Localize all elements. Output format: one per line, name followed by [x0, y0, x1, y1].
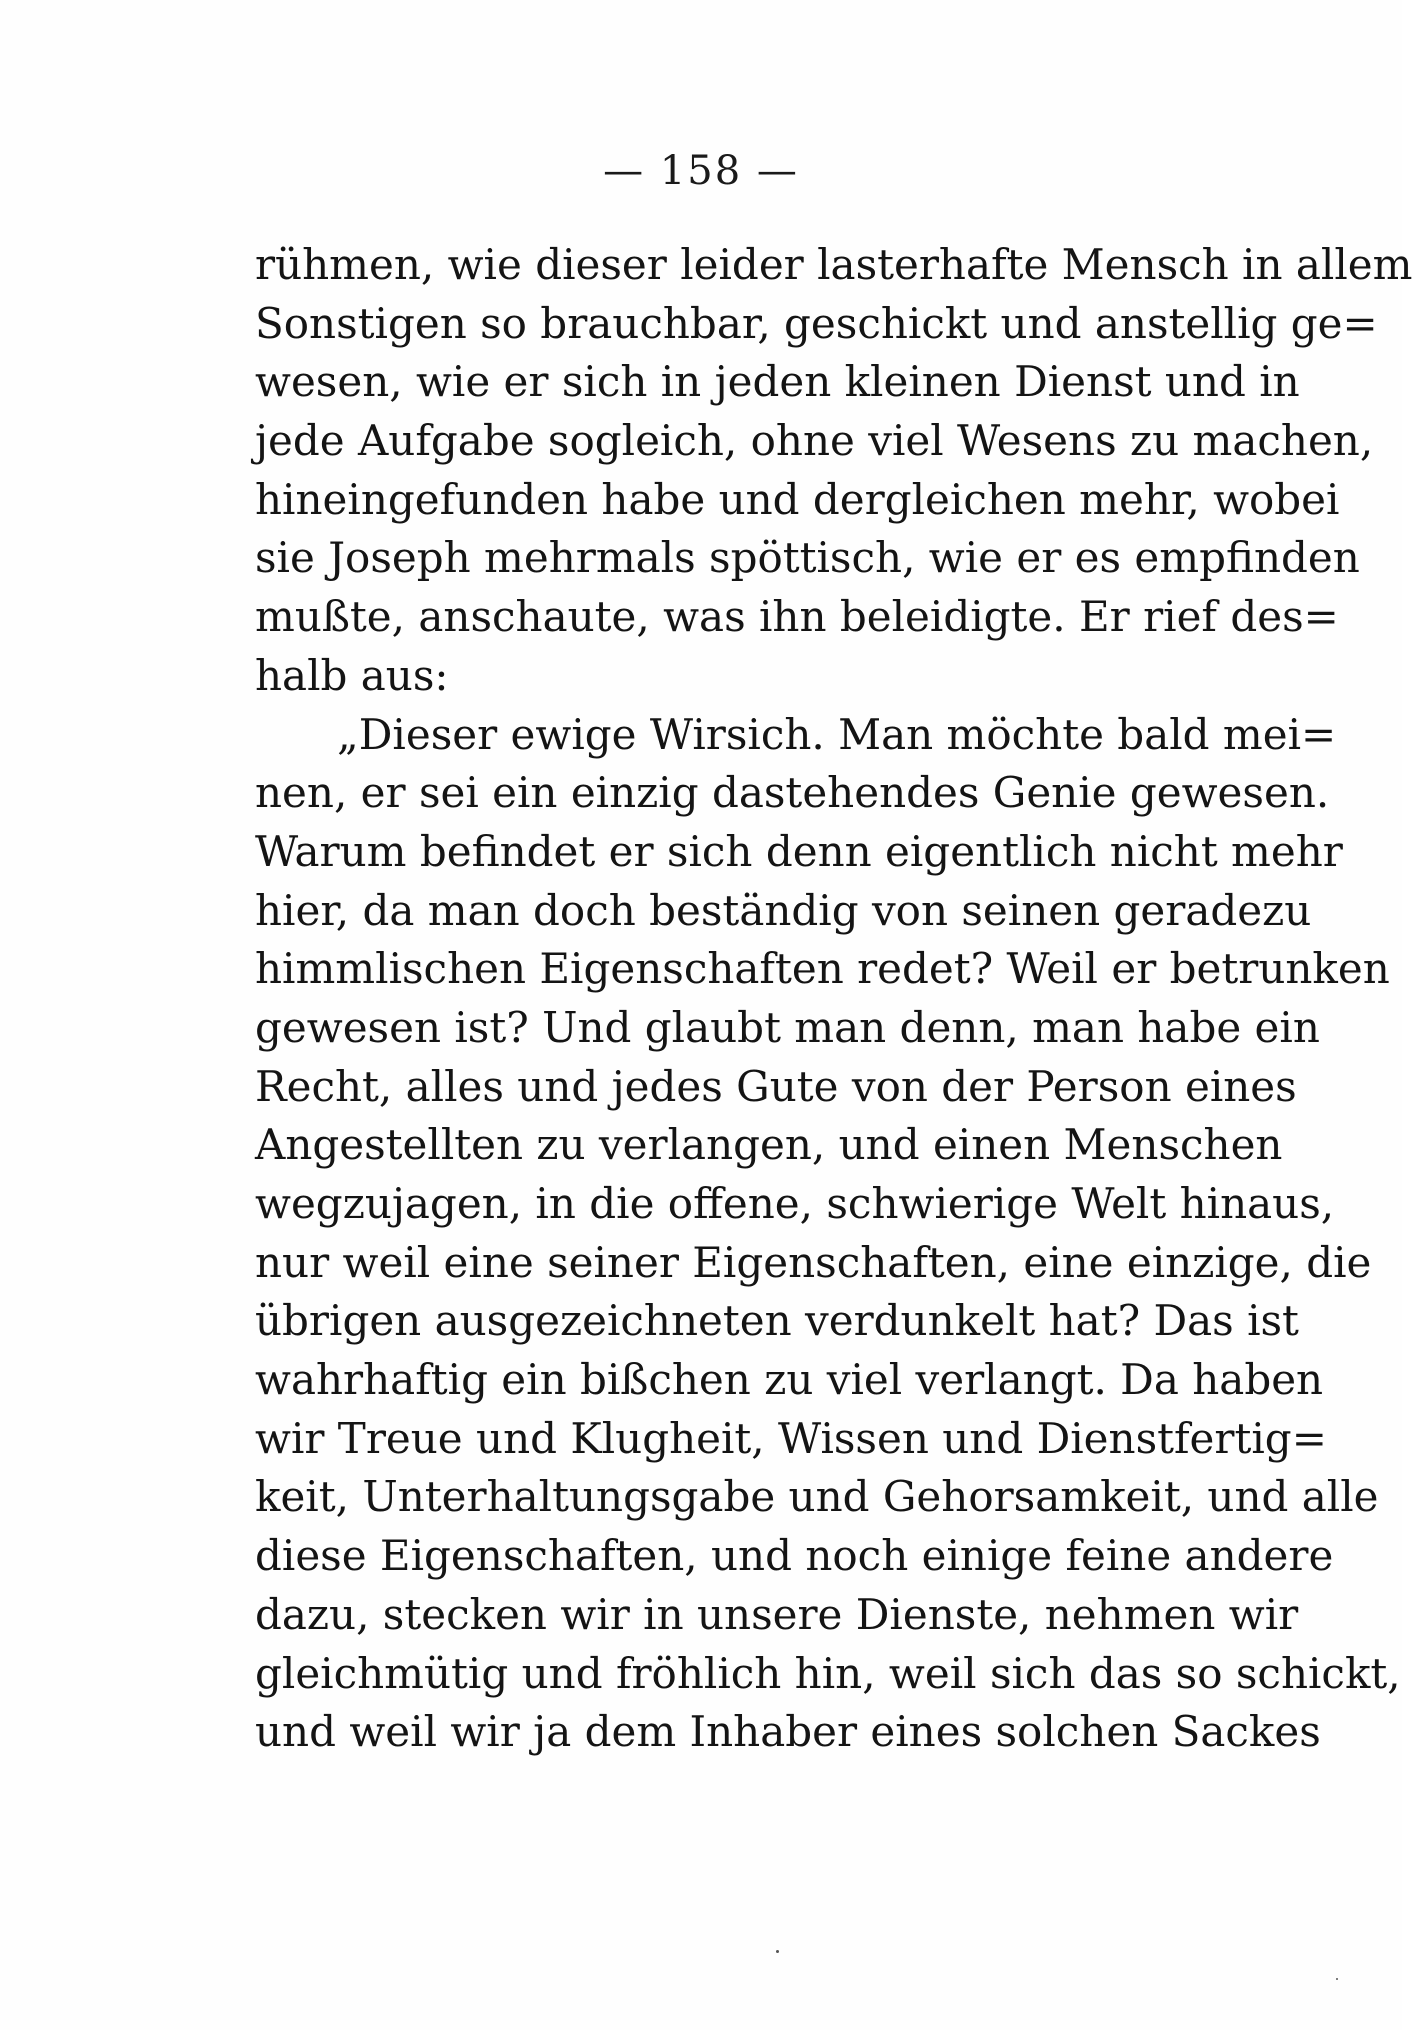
text-line: übrigen ausgezeichneten verdunkelt hat? Das ist [255, 1296, 1299, 1346]
text-line: nen, er sei ein einzig dastehendes Genie gewesen. [255, 768, 1330, 818]
page-number: — 158 — [603, 148, 799, 194]
text-line: himmlischen Eigenschaften redet? Weil er betrunken [255, 944, 1390, 994]
text-line: wir Treue und Klugheit, Wissen und Dienstfertig= [255, 1413, 1327, 1463]
text-line: nur weil eine seiner Eigenschaften, eine einzige, die [255, 1237, 1372, 1287]
text-line: Warum befindet er sich denn eigentlich nicht mehr [255, 826, 1343, 876]
text-line: keit, Unterhaltungsgabe und Gehorsamkeit, und alle [255, 1472, 1379, 1522]
text-line: wegzujagen, in die offene, schwierige Welt hinaus, [255, 1179, 1335, 1228]
text-line: sie Joseph mehrmals spöttisch, wie er es empfinden [255, 533, 1360, 583]
text-line: Sonstigen so brauchbar, geschickt und anstellig ge= [255, 298, 1378, 348]
text-line: dazu, stecken wir in unsere Dienste, nehmen wir [255, 1589, 1299, 1639]
text-line: Recht, alles und jedes Gute von der Person eines [255, 1061, 1297, 1111]
text-line: rühmen, wie dieser leider lasterhafte Mensch in allem [255, 240, 1412, 289]
paragraph-first-line: „Dieser ewige Wirsich. Man möchte bald mei= [337, 709, 1337, 759]
body-text [255, 236, 1412, 1762]
text-line: wesen, wie er sich in jeden kleinen Dienst und in [255, 357, 1300, 407]
text-line: Angestellten zu verlangen, und einen Menschen [255, 1120, 1283, 1170]
text-line: mußte, anschaute, was ihn beleidigte. Er rief des= [255, 592, 1339, 642]
text-line: gewesen ist? Und glaubt man denn, man habe ein [255, 1002, 1320, 1052]
text-line: halb aus: [255, 650, 449, 700]
text-line: diese Eigenschaften, und noch einige feine andere [255, 1531, 1334, 1581]
paper-speck [1336, 1978, 1338, 1980]
text-line: jede Aufgabe sogleich, ohne viel Wesens zu machen, [255, 416, 1374, 466]
text-line: hier, da man doch beständig von seinen geradezu [255, 885, 1312, 935]
text-line: hineingefunden habe und dergleichen mehr, wobei [255, 474, 1340, 524]
text-line: wahrhaftig ein bißchen zu viel verlangt. Da haben [255, 1355, 1324, 1405]
paper-speck [776, 1950, 779, 1953]
text-line: und weil wir ja dem Inhaber eines solchen Sackes [255, 1707, 1321, 1757]
text-line: gleichmütig und fröhlich hin, weil sich das so schickt, [255, 1648, 1401, 1698]
